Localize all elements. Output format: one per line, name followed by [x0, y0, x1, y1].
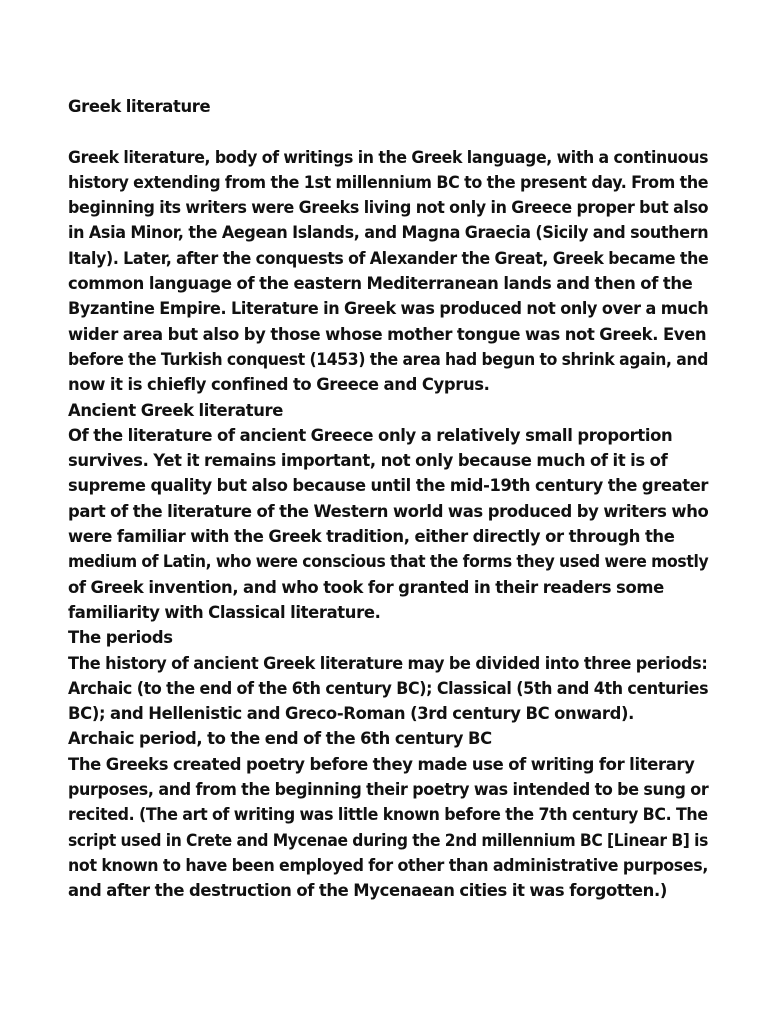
text-line: Greek literature, body of writings in the Greek language, with a continuous	[68, 147, 709, 167]
document-title: Greek literature	[68, 97, 211, 116]
paragraph-block	[68, 145, 708, 904]
text-line: purposes, and from the beginning their poetry was intended to be sung or	[68, 780, 709, 800]
text-line: The Greeks created poetry before they made use of writing for literary	[68, 754, 695, 774]
text-line: not known to have been employed for other than administrative purposes,	[68, 855, 708, 875]
text-line: now it is chiefly confined to Greece and Cyprus.	[68, 375, 490, 395]
text-line: were familiar with the Greek tradition, either directly or through the	[68, 527, 675, 547]
text-line: The history of ancient Greek literature may be divided into three periods:	[68, 653, 708, 673]
text-line: medium of Latin, who were conscious that the forms they used were mostly	[68, 552, 709, 572]
text-line: familiarity with Classical literature.	[68, 602, 381, 622]
text-line: recited. (The art of writing was little known before the 7th century BC. The	[68, 805, 708, 825]
text-line: beginning its writers were Greeks living not only in Greece proper but also	[68, 198, 709, 218]
text-line: supreme quality but also because until the mid-19th century the greater	[68, 476, 709, 496]
document-body	[68, 94, 708, 904]
text-line: Italy). Later, after the conquests of Alexander the Great, Greek became the	[68, 248, 709, 268]
text-line: history extending from the 1st millennium BC to the present day. From the	[68, 172, 709, 192]
text-line: Archaic (to the end of the 6th century BC); Classical (5th and 4th centuries	[68, 678, 709, 698]
text-line: of Greek invention, and who took for granted in their readers some	[68, 577, 664, 597]
text-line: and after the destruction of the Mycenaean cities it was forgotten.)	[68, 881, 667, 901]
text-line: BC); and Hellenistic and Greco-Roman (3rd century BC onward).	[68, 704, 634, 724]
text-line: Byzantine Empire. Literature in Greek was produced not only over a much	[68, 299, 709, 319]
text-line: Of the literature of ancient Greece only a relatively small proportion	[68, 425, 673, 445]
section-heading-periods: The periods	[68, 628, 173, 648]
text-line: part of the literature of the Western world was produced by writers who	[68, 501, 709, 521]
text-line: common language of the eastern Mediterranean lands and then of the	[68, 274, 693, 294]
text-line: before the Turkish conquest (1453) the area had begun to shrink again, and	[68, 349, 709, 369]
section-heading-archaic: Archaic period, to the end of the 6th century BC	[68, 729, 492, 749]
text-line: in Asia Minor, the Aegean Islands, and Magna Graecia (Sicily and southern	[68, 223, 709, 243]
text-line: survives. Yet it remains important, not only because much of it is of	[68, 451, 668, 471]
text-line: wider area but also by those whose mother tongue was not Greek. Even	[68, 324, 707, 344]
text-line: script used in Crete and Mycenae during the 2nd millennium BC [Linear B] is	[68, 830, 709, 850]
section-heading-ancient: Ancient Greek literature	[68, 400, 284, 420]
